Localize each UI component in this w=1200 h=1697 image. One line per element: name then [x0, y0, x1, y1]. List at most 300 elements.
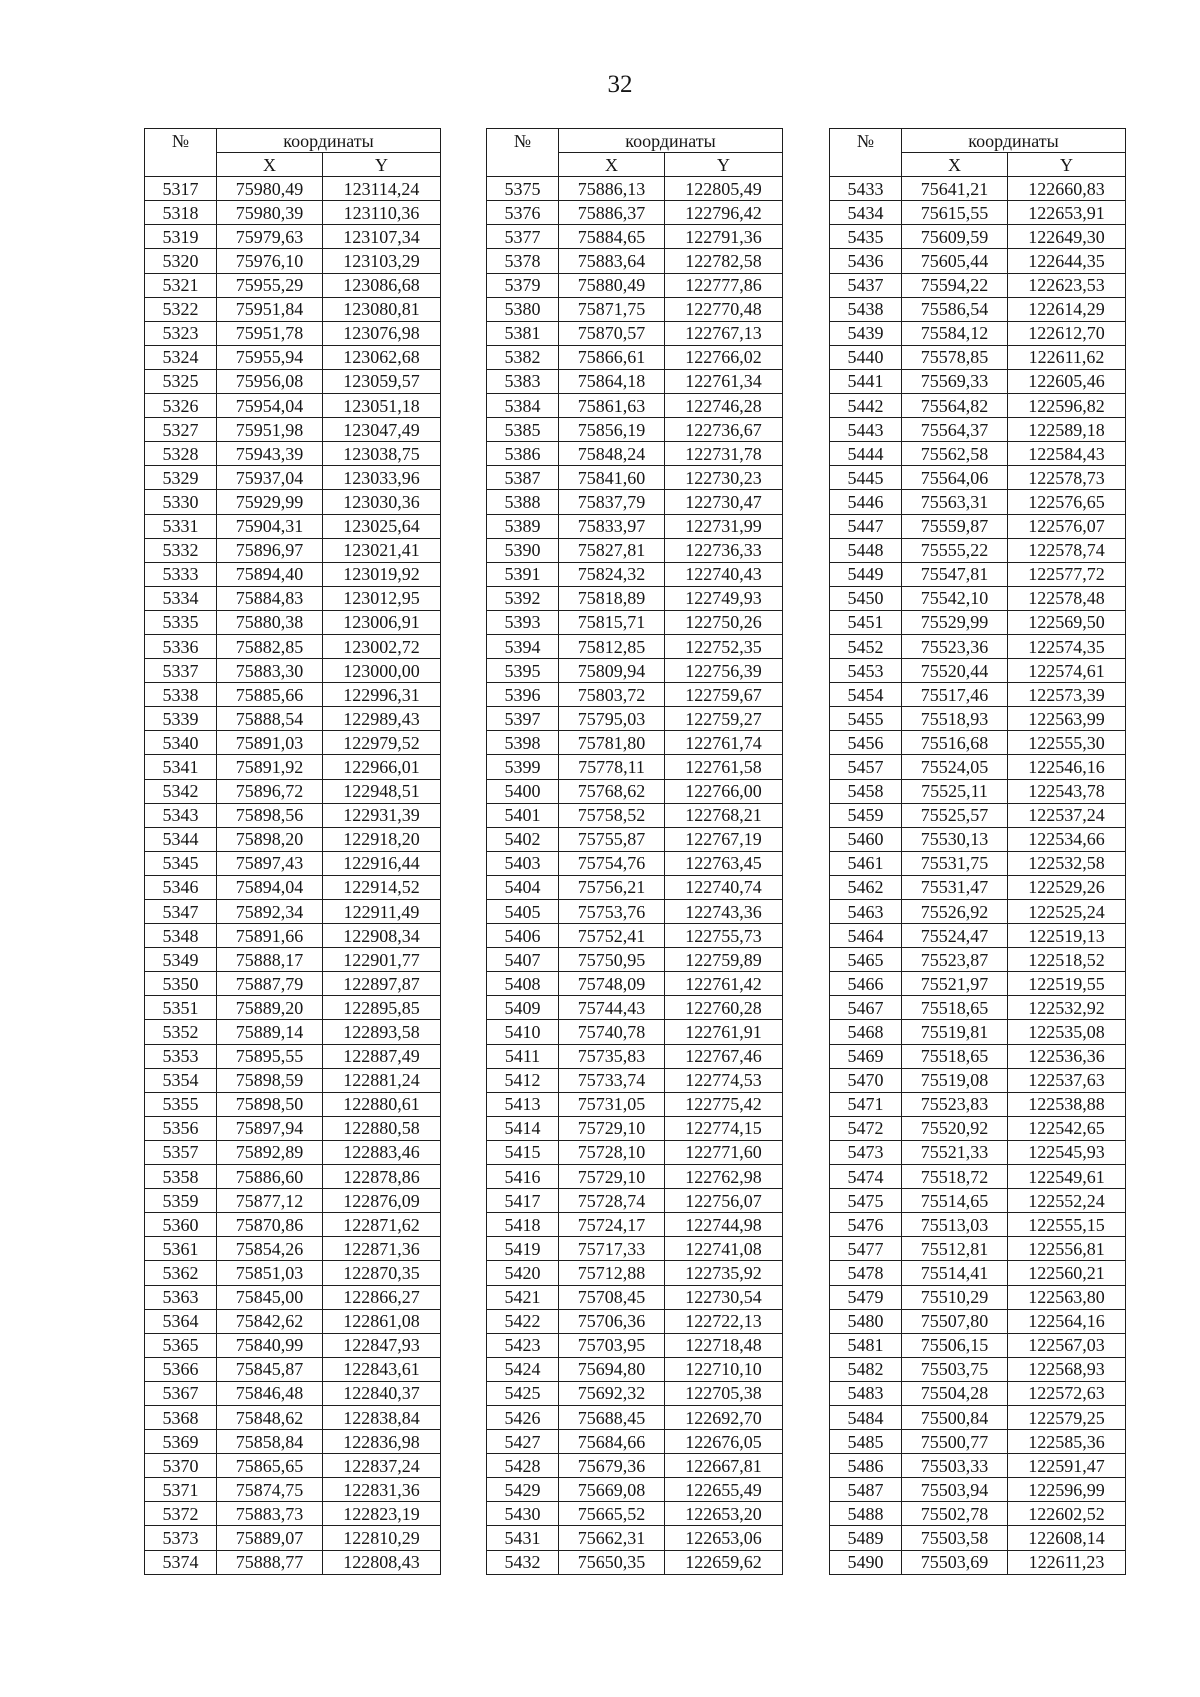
table-row — [487, 755, 783, 779]
table-row — [145, 1550, 441, 1574]
x-coordinate: 75500,84 — [902, 1405, 1008, 1429]
table-row — [487, 538, 783, 562]
table-row — [145, 851, 441, 875]
y-coordinate: 123030,36 — [323, 490, 441, 514]
y-coordinate: 122918,20 — [323, 827, 441, 851]
point-number: 5340 — [145, 731, 217, 755]
y-coordinate: 122560,21 — [1008, 1261, 1126, 1285]
y-coordinate: 122989,43 — [323, 707, 441, 731]
table-row — [830, 996, 1126, 1020]
point-number: 5382 — [487, 345, 559, 369]
y-coordinate: 122759,67 — [665, 683, 783, 707]
table-row — [487, 1285, 783, 1309]
table-row — [487, 442, 783, 466]
y-coordinate: 122914,52 — [323, 875, 441, 899]
point-number: 5428 — [487, 1454, 559, 1478]
point-number: 5466 — [830, 972, 902, 996]
x-coordinate: 75756,21 — [559, 875, 665, 899]
x-coordinate: 75851,03 — [217, 1261, 323, 1285]
table-row — [830, 1309, 1126, 1333]
y-coordinate: 122584,43 — [1008, 442, 1126, 466]
table-row — [145, 586, 441, 610]
x-coordinate: 75731,05 — [559, 1092, 665, 1116]
point-number: 5336 — [145, 634, 217, 658]
point-number: 5362 — [145, 1261, 217, 1285]
x-coordinate: 75980,49 — [217, 177, 323, 201]
x-coordinate: 75768,62 — [559, 779, 665, 803]
table-row — [145, 1165, 441, 1189]
y-coordinate: 122759,89 — [665, 948, 783, 972]
point-number: 5328 — [145, 442, 217, 466]
y-coordinate: 123103,29 — [323, 249, 441, 273]
y-coordinate: 122741,08 — [665, 1237, 783, 1261]
y-coordinate: 122573,39 — [1008, 683, 1126, 707]
y-coordinate: 122659,62 — [665, 1550, 783, 1574]
x-coordinate: 75547,81 — [902, 562, 1008, 586]
y-coordinate: 122871,62 — [323, 1213, 441, 1237]
table-row — [830, 466, 1126, 490]
table-row — [830, 900, 1126, 924]
x-coordinate: 75892,34 — [217, 900, 323, 924]
y-header: Y — [1008, 153, 1126, 177]
x-coordinate: 75877,12 — [217, 1189, 323, 1213]
x-coordinate: 75951,78 — [217, 321, 323, 345]
point-number: 5490 — [830, 1550, 902, 1574]
y-coordinate: 122576,07 — [1008, 514, 1126, 538]
point-number: 5394 — [487, 634, 559, 658]
point-number: 5432 — [487, 1550, 559, 1574]
point-number: 5443 — [830, 418, 902, 442]
table-row — [145, 225, 441, 249]
x-coordinate: 75523,36 — [902, 634, 1008, 658]
point-number: 5485 — [830, 1430, 902, 1454]
point-number: 5467 — [830, 996, 902, 1020]
x-coordinate: 75729,10 — [559, 1116, 665, 1140]
y-coordinate: 122759,27 — [665, 707, 783, 731]
x-coordinate: 75885,66 — [217, 683, 323, 707]
table-row — [487, 1333, 783, 1357]
point-number: 5421 — [487, 1285, 559, 1309]
table-row — [830, 225, 1126, 249]
point-number: 5431 — [487, 1526, 559, 1550]
y-coordinate: 122761,42 — [665, 972, 783, 996]
y-coordinate: 122931,39 — [323, 803, 441, 827]
x-coordinate: 75503,58 — [902, 1526, 1008, 1550]
table-row — [487, 586, 783, 610]
point-number: 5415 — [487, 1140, 559, 1164]
point-number: 5404 — [487, 875, 559, 899]
table-row — [830, 924, 1126, 948]
y-coordinate: 122887,49 — [323, 1044, 441, 1068]
y-coordinate: 122916,44 — [323, 851, 441, 875]
x-coordinate: 75521,33 — [902, 1140, 1008, 1164]
table-row — [487, 1454, 783, 1478]
y-coordinate: 122893,58 — [323, 1020, 441, 1044]
x-coordinate: 75858,84 — [217, 1430, 323, 1454]
table-row — [830, 514, 1126, 538]
table-row — [830, 249, 1126, 273]
x-coordinate: 75898,59 — [217, 1068, 323, 1092]
x-coordinate: 75529,99 — [902, 610, 1008, 634]
table-row — [830, 297, 1126, 321]
x-coordinate: 75894,40 — [217, 562, 323, 586]
point-number: 5358 — [145, 1165, 217, 1189]
point-number: 5359 — [145, 1189, 217, 1213]
table-header — [145, 129, 441, 177]
point-number: 5321 — [145, 273, 217, 297]
y-coordinate: 122746,28 — [665, 394, 783, 418]
x-coordinate: 75525,11 — [902, 779, 1008, 803]
table-row — [145, 1381, 441, 1405]
point-number: 5463 — [830, 900, 902, 924]
x-coordinate: 75641,21 — [902, 177, 1008, 201]
x-coordinate: 75889,14 — [217, 1020, 323, 1044]
x-coordinate: 75703,95 — [559, 1333, 665, 1357]
table-row — [145, 707, 441, 731]
y-coordinate: 122555,15 — [1008, 1213, 1126, 1237]
y-coordinate: 122537,24 — [1008, 803, 1126, 827]
table-row — [145, 731, 441, 755]
point-number: 5426 — [487, 1405, 559, 1429]
point-number: 5441 — [830, 369, 902, 393]
y-coordinate: 122881,24 — [323, 1068, 441, 1092]
point-number: 5391 — [487, 562, 559, 586]
x-coordinate: 75518,72 — [902, 1165, 1008, 1189]
x-coordinate: 75848,62 — [217, 1405, 323, 1429]
point-number: 5369 — [145, 1430, 217, 1454]
x-coordinate: 75520,92 — [902, 1116, 1008, 1140]
y-coordinate: 123002,72 — [323, 634, 441, 658]
table-row — [145, 201, 441, 225]
table-row — [830, 538, 1126, 562]
y-coordinate: 122574,61 — [1008, 659, 1126, 683]
y-coordinate: 122966,01 — [323, 755, 441, 779]
table-row — [487, 827, 783, 851]
y-coordinate: 122752,35 — [665, 634, 783, 658]
point-number: 5372 — [145, 1502, 217, 1526]
table-row — [145, 1405, 441, 1429]
x-coordinate: 75840,99 — [217, 1333, 323, 1357]
y-coordinate: 122761,34 — [665, 369, 783, 393]
y-header: Y — [323, 153, 441, 177]
table-row — [830, 875, 1126, 899]
x-coordinate: 75523,83 — [902, 1092, 1008, 1116]
x-coordinate: 75735,83 — [559, 1044, 665, 1068]
point-number: 5366 — [145, 1357, 217, 1381]
table-row — [145, 683, 441, 707]
table-row — [487, 1430, 783, 1454]
point-number: 5399 — [487, 755, 559, 779]
y-coordinate: 122537,63 — [1008, 1068, 1126, 1092]
table-header — [487, 129, 783, 177]
x-coordinate: 75519,81 — [902, 1020, 1008, 1044]
x-coordinate: 75891,03 — [217, 731, 323, 755]
table-row — [487, 803, 783, 827]
x-coordinate: 75891,66 — [217, 924, 323, 948]
table-row — [487, 996, 783, 1020]
point-number: 5339 — [145, 707, 217, 731]
x-coordinate: 75888,77 — [217, 1550, 323, 1574]
table-row — [487, 201, 783, 225]
point-number: 5427 — [487, 1430, 559, 1454]
point-number: 5364 — [145, 1309, 217, 1333]
point-number: 5434 — [830, 201, 902, 225]
y-coordinate: 122838,84 — [323, 1405, 441, 1429]
x-coordinate: 75866,61 — [559, 345, 665, 369]
table-row — [830, 1430, 1126, 1454]
y-coordinate: 122761,91 — [665, 1020, 783, 1044]
x-coordinate: 75733,74 — [559, 1068, 665, 1092]
point-number: 5350 — [145, 972, 217, 996]
point-number: 5390 — [487, 538, 559, 562]
y-coordinate: 122705,38 — [665, 1381, 783, 1405]
x-coordinate: 75886,13 — [559, 177, 665, 201]
point-number: 5458 — [830, 779, 902, 803]
x-coordinate: 75586,54 — [902, 297, 1008, 321]
point-number: 5471 — [830, 1092, 902, 1116]
point-number: 5360 — [145, 1213, 217, 1237]
table-row — [830, 1044, 1126, 1068]
coordinates-header: координаты — [559, 129, 783, 153]
point-number: 5398 — [487, 731, 559, 755]
point-number: 5331 — [145, 514, 217, 538]
table-row — [487, 659, 783, 683]
x-coordinate: 75755,87 — [559, 827, 665, 851]
y-coordinate: 122538,88 — [1008, 1092, 1126, 1116]
point-number: 5464 — [830, 924, 902, 948]
y-coordinate: 122777,86 — [665, 273, 783, 297]
table-row — [487, 1261, 783, 1285]
y-coordinate: 122591,47 — [1008, 1454, 1126, 1478]
x-coordinate: 75514,65 — [902, 1189, 1008, 1213]
point-number: 5384 — [487, 394, 559, 418]
point-number: 5480 — [830, 1309, 902, 1333]
x-coordinate: 75503,33 — [902, 1454, 1008, 1478]
point-number: 5472 — [830, 1116, 902, 1140]
y-coordinate: 122736,67 — [665, 418, 783, 442]
point-number: 5451 — [830, 610, 902, 634]
y-coordinate: 122908,34 — [323, 924, 441, 948]
point-number: 5425 — [487, 1381, 559, 1405]
table-row — [830, 1550, 1126, 1574]
point-number: 5348 — [145, 924, 217, 948]
y-coordinate: 122563,80 — [1008, 1285, 1126, 1309]
y-coordinate: 122667,81 — [665, 1454, 783, 1478]
y-coordinate: 122836,98 — [323, 1430, 441, 1454]
y-coordinate: 122552,24 — [1008, 1189, 1126, 1213]
point-number: 5444 — [830, 442, 902, 466]
number-header: № — [145, 129, 217, 177]
table-row — [830, 1526, 1126, 1550]
y-coordinate: 122529,26 — [1008, 875, 1126, 899]
y-coordinate: 122568,93 — [1008, 1357, 1126, 1381]
y-coordinate: 122555,30 — [1008, 731, 1126, 755]
y-coordinate: 122612,70 — [1008, 321, 1126, 345]
y-coordinate: 122756,39 — [665, 659, 783, 683]
table-row — [145, 1020, 441, 1044]
point-number: 5449 — [830, 562, 902, 586]
point-number: 5453 — [830, 659, 902, 683]
point-number: 5341 — [145, 755, 217, 779]
y-coordinate: 123012,95 — [323, 586, 441, 610]
point-number: 5380 — [487, 297, 559, 321]
point-number: 5386 — [487, 442, 559, 466]
x-coordinate: 75929,99 — [217, 490, 323, 514]
table-row — [487, 1140, 783, 1164]
x-coordinate: 75744,43 — [559, 996, 665, 1020]
y-coordinate: 123006,91 — [323, 610, 441, 634]
table-row — [145, 803, 441, 827]
x-coordinate: 75754,76 — [559, 851, 665, 875]
point-number: 5397 — [487, 707, 559, 731]
x-coordinate: 75520,44 — [902, 659, 1008, 683]
point-number: 5327 — [145, 418, 217, 442]
point-number: 5461 — [830, 851, 902, 875]
x-coordinate: 75504,28 — [902, 1381, 1008, 1405]
x-coordinate: 75507,80 — [902, 1309, 1008, 1333]
y-coordinate: 123021,41 — [323, 538, 441, 562]
x-coordinate: 75812,85 — [559, 634, 665, 658]
point-number: 5418 — [487, 1213, 559, 1237]
point-number: 5352 — [145, 1020, 217, 1044]
point-number: 5401 — [487, 803, 559, 827]
table-row — [830, 201, 1126, 225]
x-coordinate: 75502,78 — [902, 1502, 1008, 1526]
x-coordinate: 75781,80 — [559, 731, 665, 755]
x-coordinate: 75521,97 — [902, 972, 1008, 996]
x-coordinate: 75896,97 — [217, 538, 323, 562]
x-coordinate: 75897,94 — [217, 1116, 323, 1140]
y-coordinate: 122545,93 — [1008, 1140, 1126, 1164]
point-number: 5452 — [830, 634, 902, 658]
table-row — [487, 707, 783, 731]
table-row — [145, 418, 441, 442]
y-coordinate: 122768,21 — [665, 803, 783, 827]
point-number: 5474 — [830, 1165, 902, 1189]
point-number: 5395 — [487, 659, 559, 683]
y-coordinate: 122774,15 — [665, 1116, 783, 1140]
y-coordinate: 122564,16 — [1008, 1309, 1126, 1333]
x-coordinate: 75503,69 — [902, 1550, 1008, 1574]
y-coordinate: 122880,61 — [323, 1092, 441, 1116]
x-coordinate: 75846,48 — [217, 1381, 323, 1405]
point-number: 5429 — [487, 1478, 559, 1502]
x-coordinate: 75956,08 — [217, 369, 323, 393]
point-number: 5448 — [830, 538, 902, 562]
point-number: 5459 — [830, 803, 902, 827]
x-coordinate: 75728,10 — [559, 1140, 665, 1164]
table-row — [145, 924, 441, 948]
point-number: 5367 — [145, 1381, 217, 1405]
table-row — [145, 369, 441, 393]
y-coordinate: 122750,26 — [665, 610, 783, 634]
y-coordinate: 122518,52 — [1008, 948, 1126, 972]
point-number: 5322 — [145, 297, 217, 321]
table-row — [830, 827, 1126, 851]
x-coordinate: 75518,65 — [902, 1044, 1008, 1068]
table-row — [145, 1333, 441, 1357]
x-coordinate: 75523,87 — [902, 948, 1008, 972]
y-coordinate: 122767,19 — [665, 827, 783, 851]
table-row — [487, 1116, 783, 1140]
y-coordinate: 122843,61 — [323, 1357, 441, 1381]
point-number: 5475 — [830, 1189, 902, 1213]
x-coordinate: 75694,80 — [559, 1357, 665, 1381]
table-row — [830, 1285, 1126, 1309]
table-row — [487, 418, 783, 442]
y-coordinate: 123038,75 — [323, 442, 441, 466]
point-number: 5335 — [145, 610, 217, 634]
table-row — [145, 1116, 441, 1140]
table-row — [487, 514, 783, 538]
x-coordinate: 75870,86 — [217, 1213, 323, 1237]
x-coordinate: 75662,31 — [559, 1526, 665, 1550]
x-coordinate: 75605,44 — [902, 249, 1008, 273]
point-number: 5374 — [145, 1550, 217, 1574]
number-header: № — [487, 129, 559, 177]
point-number: 5468 — [830, 1020, 902, 1044]
x-coordinate: 75889,07 — [217, 1526, 323, 1550]
table-row — [487, 634, 783, 658]
point-number: 5424 — [487, 1357, 559, 1381]
x-header: X — [559, 153, 665, 177]
x-coordinate: 75516,68 — [902, 731, 1008, 755]
y-coordinate: 122596,82 — [1008, 394, 1126, 418]
y-coordinate: 122602,52 — [1008, 1502, 1126, 1526]
x-coordinate: 75525,57 — [902, 803, 1008, 827]
x-coordinate: 75883,64 — [559, 249, 665, 273]
x-coordinate: 75526,92 — [902, 900, 1008, 924]
x-coordinate: 75898,20 — [217, 827, 323, 851]
x-coordinate: 75778,11 — [559, 755, 665, 779]
point-number: 5469 — [830, 1044, 902, 1068]
point-number: 5484 — [830, 1405, 902, 1429]
y-coordinate: 122578,74 — [1008, 538, 1126, 562]
point-number: 5349 — [145, 948, 217, 972]
y-coordinate: 122755,73 — [665, 924, 783, 948]
table-row — [145, 345, 441, 369]
point-number: 5400 — [487, 779, 559, 803]
y-coordinate: 122730,23 — [665, 466, 783, 490]
point-number: 5392 — [487, 586, 559, 610]
table-row — [830, 1189, 1126, 1213]
point-number: 5323 — [145, 321, 217, 345]
x-coordinate: 75809,94 — [559, 659, 665, 683]
x-coordinate: 75717,33 — [559, 1237, 665, 1261]
point-number: 5446 — [830, 490, 902, 514]
point-number: 5487 — [830, 1478, 902, 1502]
y-coordinate: 122740,74 — [665, 875, 783, 899]
y-coordinate: 122756,07 — [665, 1189, 783, 1213]
y-coordinate: 122847,93 — [323, 1333, 441, 1357]
coordinates-header: координаты — [217, 129, 441, 153]
y-coordinate: 123019,92 — [323, 562, 441, 586]
point-number: 5373 — [145, 1526, 217, 1550]
table-row — [830, 418, 1126, 442]
x-coordinate: 75842,62 — [217, 1309, 323, 1333]
x-coordinate: 75531,47 — [902, 875, 1008, 899]
point-number: 5320 — [145, 249, 217, 273]
y-coordinate: 122731,78 — [665, 442, 783, 466]
table-row — [487, 1068, 783, 1092]
y-coordinate: 122897,87 — [323, 972, 441, 996]
y-coordinate: 122883,46 — [323, 1140, 441, 1164]
number-header: № — [830, 129, 902, 177]
y-coordinate: 122876,09 — [323, 1189, 441, 1213]
table-row — [487, 297, 783, 321]
point-number: 5396 — [487, 683, 559, 707]
table-row — [830, 1454, 1126, 1478]
